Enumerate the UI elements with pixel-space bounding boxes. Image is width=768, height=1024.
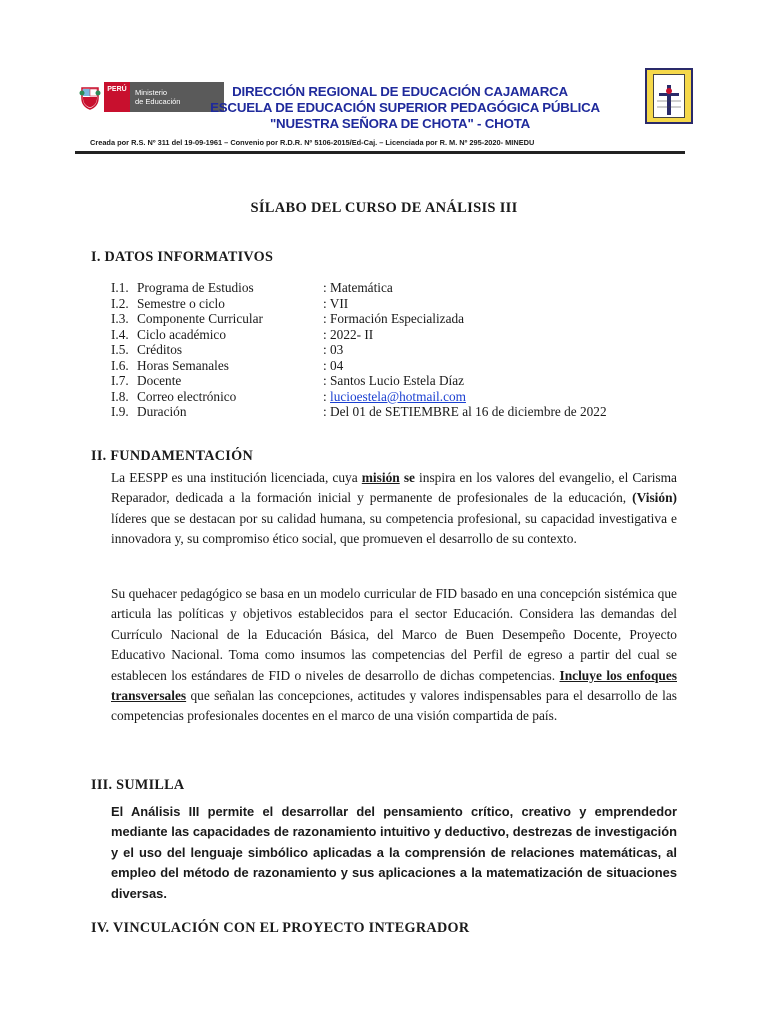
info-num: I.4.	[111, 326, 129, 342]
info-row	[111, 342, 671, 358]
institution-title-line1: DIRECCIÓN REGIONAL DE EDUCACIÓN CAJAMARCA	[232, 84, 568, 99]
section-heading-fundamentacion: II. FUNDAMENTACIÓN	[91, 448, 253, 464]
info-row	[111, 389, 671, 405]
section-heading-vinculacion: IV. VINCULACIÓN CON EL PROYECTO INTEGRADOR	[91, 920, 470, 936]
info-label: Créditos	[137, 342, 183, 357]
info-value: : Formación Especializada	[323, 311, 465, 326]
fundamentacion-paragraph-2	[111, 584, 677, 727]
info-value: : Santos Lucio Estela Díaz	[323, 373, 465, 388]
enfoques-keyword: Incluye los enfoques transversales	[111, 667, 677, 704]
text-span: Su quehacer pedagógico se basa en un modelo curricular de FID basado en una concepción sistémica que articula las políticas y objetivos establecidos para el sector Educación. Considera las demandas del Currículo Nacional de la Educación Básica, del Marco de Buen Desempeño Docente, Proyecto Educativo Nacional. Toma como insumos las competencias del Perfil de egreso a partir del cual se establecen los estándares de FID o niveles de desarrollo de dichas competencias.	[111, 586, 677, 683]
institution-titles	[160, 84, 640, 132]
info-label: Correo electrónico	[137, 388, 237, 404]
info-row	[111, 296, 671, 312]
vision-keyword: (Visión)	[632, 490, 677, 506]
info-value: : 03	[323, 342, 344, 357]
info-label: Semestre o ciclo	[137, 295, 225, 311]
info-num: I.8.	[111, 388, 129, 404]
info-label: Componente Curricular	[137, 311, 263, 326]
ministry-name-line2: de Educación	[135, 97, 181, 106]
info-num: I.3.	[111, 311, 129, 326]
info-value	[323, 389, 671, 405]
info-num: I.1.	[111, 280, 129, 295]
info-row	[111, 327, 671, 343]
section-heading-datos: I. DATOS INFORMATIVOS	[91, 249, 274, 265]
info-label: Horas Semanales	[137, 357, 229, 373]
institution-title-line3: "NUESTRA SEÑORA DE CHOTA" - CHOTA	[269, 116, 531, 131]
info-list	[111, 280, 671, 420]
document-title: SÍLABO DEL CURSO DE ANÁLISIS III	[250, 200, 518, 216]
info-value: : 04	[323, 357, 344, 373]
info-label: Docente	[137, 373, 182, 388]
info-row	[111, 358, 671, 374]
institution-title-line2: ESCUELA DE EDUCACIÓN SUPERIOR PEDAGÓGICA PÚBLICA	[210, 100, 600, 115]
info-value: : Del 01 de SETIEMBRE al 16 de diciembre de 2022	[323, 404, 607, 419]
school-crest-icon	[645, 68, 693, 124]
info-value: : Matemática	[323, 280, 393, 295]
info-label: Duración	[137, 404, 187, 419]
text-span: La EESPP es una institución licenciada, cuya	[111, 470, 362, 485]
info-value: : VII	[323, 295, 349, 311]
info-row	[111, 280, 671, 296]
ministry-name-line1: Ministerio	[135, 88, 168, 97]
info-num: I.7.	[111, 373, 129, 388]
info-label: Programa de Estudios	[137, 280, 254, 295]
info-num: I.2.	[111, 295, 129, 311]
info-num: I.6.	[111, 357, 129, 373]
info-row	[111, 373, 671, 389]
peru-shield-icon	[76, 82, 104, 112]
info-label: Ciclo académico	[137, 326, 226, 342]
info-num: I.9.	[111, 404, 129, 419]
section-heading-sumilla: III. SUMILLA	[91, 777, 185, 793]
text-span: que señalan las concepciones, actitudes y valores indispensables para el desarrollo de las competencias profesionales docentes en el marco de una visión compartida de país.	[111, 688, 677, 724]
fundamentacion-paragraph-1	[111, 468, 677, 550]
text-span: líderes que se destacan por su calidad humana, su competencia profesional, su capacidad investigativa e innovadora y, su compromiso ético social, que promueven el desarrollo de su contexto.	[111, 510, 677, 547]
email-link[interactable]: lucioestela@hotmail.com	[330, 388, 466, 404]
mision-keyword: misión	[361, 470, 400, 485]
info-row	[111, 404, 671, 420]
creation-note: Creada por R.S. Nº 311 del 19-09-1961 – Convenio por R.D.R. Nº 5106-2015/Ed-Caj. – Licenciada por R. M. Nº 295-2020- MINEDU	[90, 138, 535, 147]
info-row	[111, 311, 671, 327]
header-divider	[75, 151, 685, 154]
sumilla-paragraph: El Análisis III permite el desarrollar del pensamiento crítico, creativo y emprendedor mediante las capacidades de razonamiento intuitivo y deductivo, destrezas de investigación y el uso del lenguaje simbólico aplicadas a la comprensión de relaciones matemáticas, al empleo del método de razonamiento y sus aplicaciones a la matematización de situaciones diversas.	[111, 804, 677, 901]
se-keyword: se	[403, 470, 415, 485]
peru-label: PERÚ	[104, 82, 130, 112]
text-span: inspira en los valores del evangelio, el Carisma Reparador, dedicada a la formación inicial y permanente de profesionales de la educación,	[111, 470, 677, 506]
info-value: : 2022- II	[323, 326, 374, 342]
email-prefix: :	[323, 388, 331, 404]
info-num: I.5.	[111, 342, 129, 357]
